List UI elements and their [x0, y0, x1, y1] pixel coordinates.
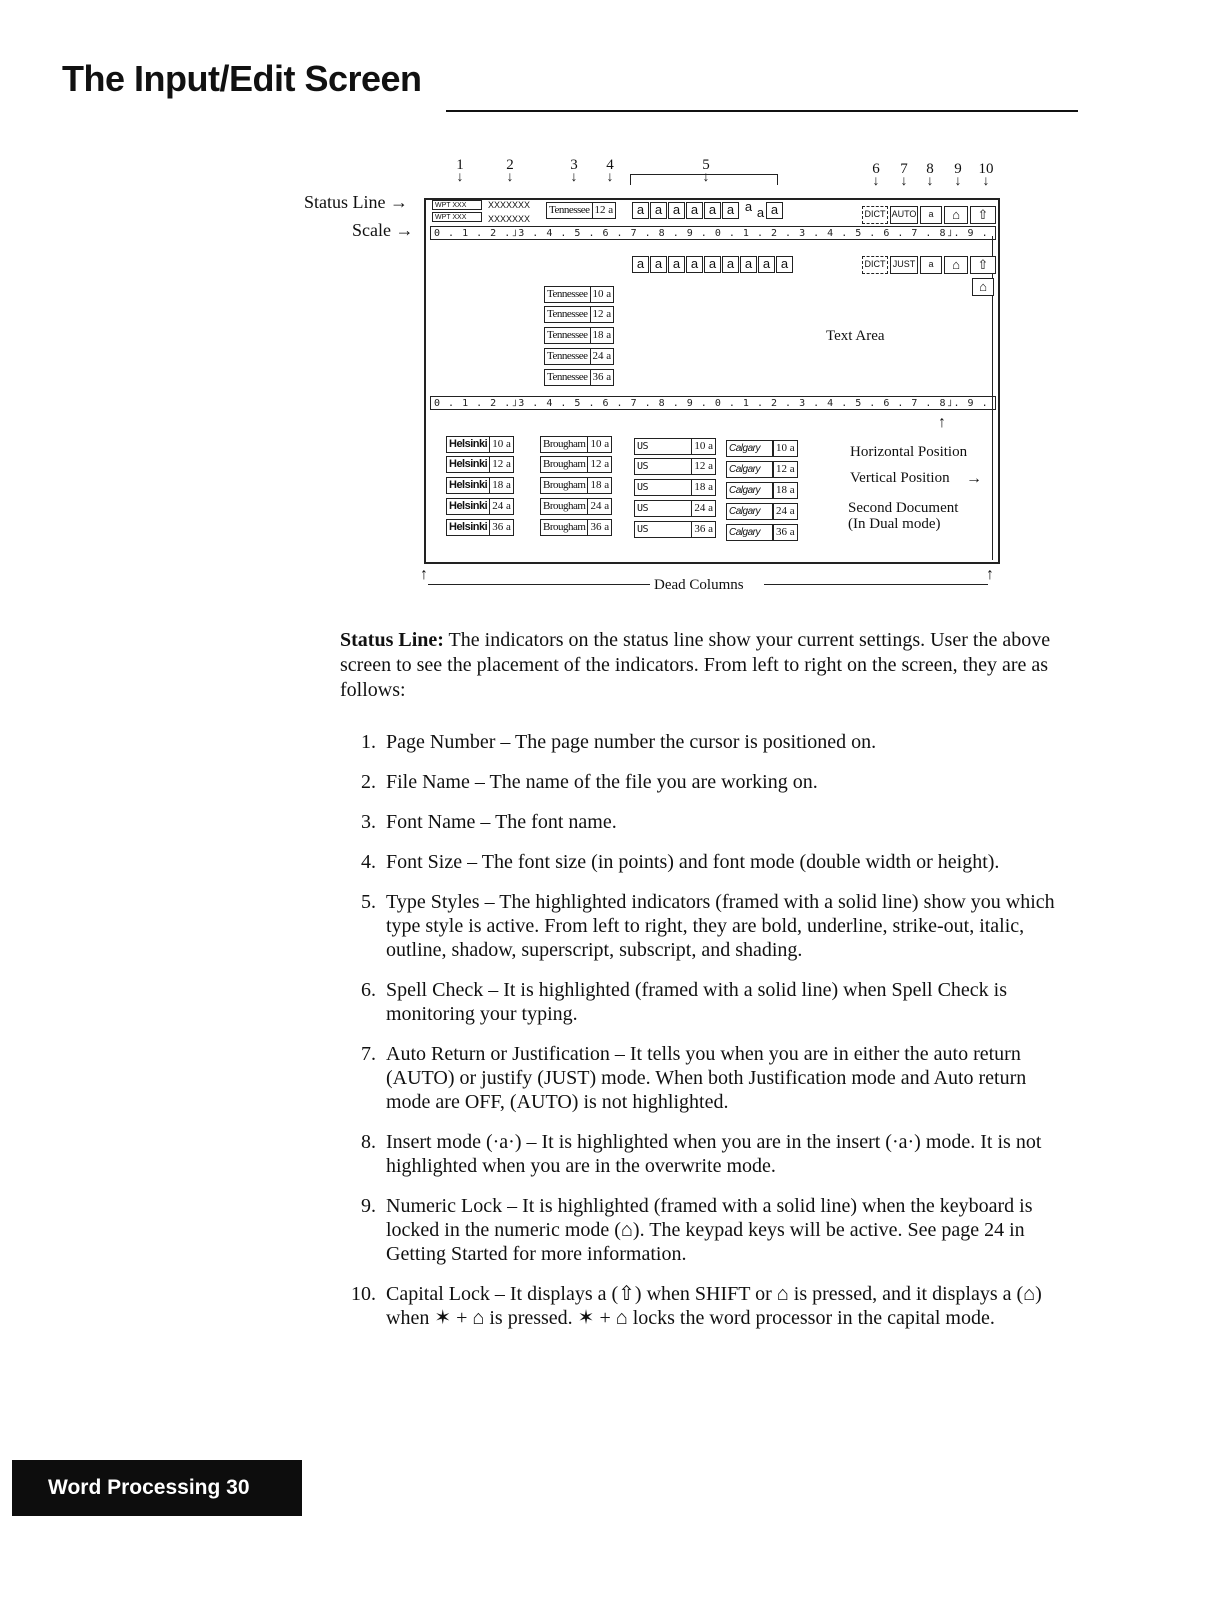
insert-indicator-2: a: [920, 256, 942, 274]
just-indicator: JUST: [890, 256, 918, 274]
font-size: 12 a: [594, 204, 614, 216]
brougham-chip-18: Brougham 18 a: [540, 477, 612, 494]
superscript-style: a: [740, 200, 757, 217]
italic-style-2: a: [686, 256, 703, 273]
second-document-label: Second Document: [848, 500, 959, 516]
status-line-label: Status Line →: [304, 192, 408, 212]
dead-columns-label: Dead Columns: [654, 577, 744, 593]
page-footer: Word Processing 30: [12, 1460, 302, 1516]
dead-columns-rule-left: [428, 584, 650, 585]
dead-column-right-arrow: ↑: [986, 566, 994, 583]
callout-10: 10 ↓: [978, 161, 994, 189]
list-item: 7. Auto Return or Justification – It tells you when you are in either the auto return (AUTO) or justify (JUST) mode. When both Justification mode and Auto return mode are OFF, (AUTO) is not highlighted.: [361, 1043, 1027, 1113]
list-item: 5. Type Styles – The highlighted indicators (framed with a solid line) show you which type style is active. From left to right, they are bold, underline, strike-out, italic, outline, shadow, superscript, subscript, and shading.: [361, 891, 1055, 961]
indicator-list: [340, 730, 1060, 1346]
horizontal-position-arrow: ↑: [938, 414, 946, 431]
underline-style-2: a: [650, 256, 667, 273]
list-item: 6. Spell Check – It is highlighted (framed with a solid line) when Spell Check is monitoring your typing.: [361, 979, 1008, 1025]
helsinki-chip-24: Helsinki 24 a: [446, 498, 514, 515]
bold-style-2: a: [632, 256, 649, 273]
numeric-lock-indicator-2: ⌂: [944, 256, 968, 274]
helsinki-chip-10: Helsinki 10 a: [446, 436, 514, 453]
callout-2: 2 ↓: [506, 157, 514, 185]
intro-text: The indicators on the status line show your current settings. User the above screen to see the placement of the indicators. From left to right on the screen, they are as follows:: [340, 629, 1051, 701]
calgary-chip-18: Calgary 18 a: [726, 482, 798, 499]
brougham-chip-24: Brougham 24 a: [540, 498, 612, 515]
shadow-style-2: a: [722, 256, 739, 273]
outline-style: a: [704, 202, 721, 219]
horizontal-position-label: Horizontal Position: [850, 444, 968, 460]
page-number-indicator: WPT XXX: [432, 200, 482, 210]
tennessee-chip-10: Tennessee 10 a: [544, 286, 614, 303]
strikeout-style: a: [668, 202, 685, 219]
intro-lead: Status Line:: [340, 629, 444, 651]
callout-5-bracket: [630, 174, 778, 185]
callout-8: 8 ↓: [926, 161, 934, 189]
subscript-style: a: [752, 206, 769, 223]
input-edit-screen-diagram: [0, 0, 1214, 620]
list-item: 3. Font Name – The font name.: [361, 811, 617, 833]
page-number-indicator-2: WPT XXX: [432, 212, 482, 222]
callout-5: 5 ↓: [702, 157, 710, 185]
status-line-intro: [340, 628, 1060, 703]
us-chip-10: US 10 a: [634, 438, 716, 455]
insert-indicator: a: [920, 206, 942, 224]
callout-3: 3 ↓: [570, 157, 578, 185]
second-document-scale: 0 . 1 . 2 .˩3 . 4 . 5 . 6 . 7 . 8 . 9 . 0 . 1 . 2 . 3 . 4 . 5 . 6 . 7 . 8˩. 9 .: [430, 396, 996, 410]
dual-mode-label: (In Dual mode): [848, 516, 941, 532]
list-item: 2. File Name – The name of the file you are working on.: [361, 771, 818, 793]
brougham-chip-36: Brougham 36 a: [540, 519, 612, 536]
bold-style: a: [632, 202, 649, 219]
capital-lock-indicator-3: ⌂: [972, 278, 994, 296]
file-name-indicator-2: XXXXXXX: [488, 214, 531, 224]
outline-style-2: a: [704, 256, 721, 273]
list-item: 1. Page Number – The page number the cursor is positioned on.: [361, 731, 877, 753]
list-item: 4. Font Size – The font size (in points) and font mode (double width or height).: [361, 851, 1000, 873]
calgary-chip-12: Calgary 12 a: [726, 461, 798, 478]
callout-9: 9 ↓: [954, 161, 962, 189]
underline-style: a: [650, 202, 667, 219]
tennessee-chip-12: Tennessee 12 a: [544, 306, 614, 323]
spell-check-indicator: DICT: [862, 206, 888, 224]
us-chip-24: US 24 a: [634, 500, 716, 517]
font-name: Tennessee: [547, 203, 593, 218]
brougham-chip-10: Brougham 10 a: [540, 436, 612, 453]
callout-7: 7 ↓: [900, 161, 908, 189]
shadow-style: a: [722, 202, 739, 219]
helsinki-chip-36: Helsinki 36 a: [446, 519, 514, 536]
scale-label: Scale →: [352, 220, 414, 240]
tennessee-chip-24: Tennessee 24 a: [544, 348, 614, 365]
tennessee-chip-36: Tennessee 36 a: [544, 369, 614, 386]
list-item: 8. Insert mode (·a·) – It is highlighted when you are in the insert (·a·) mode. It is not highlighted when you are in the overwrite mode.: [361, 1131, 1042, 1177]
brougham-chip-12: Brougham 12 a: [540, 456, 612, 473]
us-chip-12: US 12 a: [634, 458, 716, 475]
list-item: 9. Numeric Lock – It is highlighted (framed with a solid line) when the keyboard is locked in the numeric mode (⌂). The keypad keys will be active. See page 24 in Getting Started for more information.: [361, 1195, 1033, 1265]
calgary-chip-24: Calgary 24 a: [726, 503, 798, 520]
us-chip-18: US 18 a: [634, 479, 716, 496]
callout-1: 1 ↓: [456, 157, 464, 185]
status-font-indicator: [546, 202, 616, 219]
superscript-style-2: a: [740, 256, 757, 273]
vertical-position-label: Vertical Position: [850, 470, 950, 486]
top-scale: 0 . 1 . 2 .˩3 . 4 . 5 . 6 . 7 . 8 . 9 . 0 . 1 . 2 . 3 . 4 . 5 . 6 . 7 . 8˩. 9 .: [430, 226, 996, 240]
dead-column-left-arrow: ↑: [420, 566, 428, 583]
capital-lock-indicator-2: ⇧: [970, 256, 996, 274]
numeric-lock-indicator: ⌂: [944, 206, 968, 224]
helsinki-chip-18: Helsinki 18 a: [446, 477, 514, 494]
auto-indicator: AUTO: [890, 206, 918, 224]
capital-lock-indicator: ⇧: [970, 206, 996, 224]
callout-6: 6 ↓: [872, 161, 880, 189]
text-area-label: Text Area: [826, 328, 885, 344]
subscript-style-2: a: [758, 256, 775, 273]
calgary-chip-10: Calgary 10 a: [726, 440, 798, 457]
italic-style: a: [686, 202, 703, 219]
spell-check-indicator-2: DICT: [862, 256, 888, 274]
strikeout-style-2: a: [668, 256, 685, 273]
calgary-chip-36: Calgary 36 a: [726, 524, 798, 541]
page-title: The Input/Edit Screen: [62, 58, 422, 99]
tennessee-chip-18: Tennessee 18 a: [544, 327, 614, 344]
list-item: 10. Capital Lock – It displays a (⇧) when SHIFT or ⌂ is pressed, and it displays a (⌂) when ✶ + ⌂ is pressed. ✶ + ⌂ locks the word processor in the capital mode.: [351, 1283, 1042, 1329]
callout-4: 4 ↓: [606, 157, 614, 185]
file-name-indicator: XXXXXXX: [488, 200, 531, 210]
vertical-position-arrow: →: [966, 470, 982, 487]
helsinki-chip-12: Helsinki 12 a: [446, 456, 514, 473]
shading-style: a: [766, 202, 783, 219]
us-chip-36: US 36 a: [634, 521, 716, 538]
shading-style-2: a: [776, 256, 793, 273]
dead-columns-rule-right: [764, 584, 988, 585]
